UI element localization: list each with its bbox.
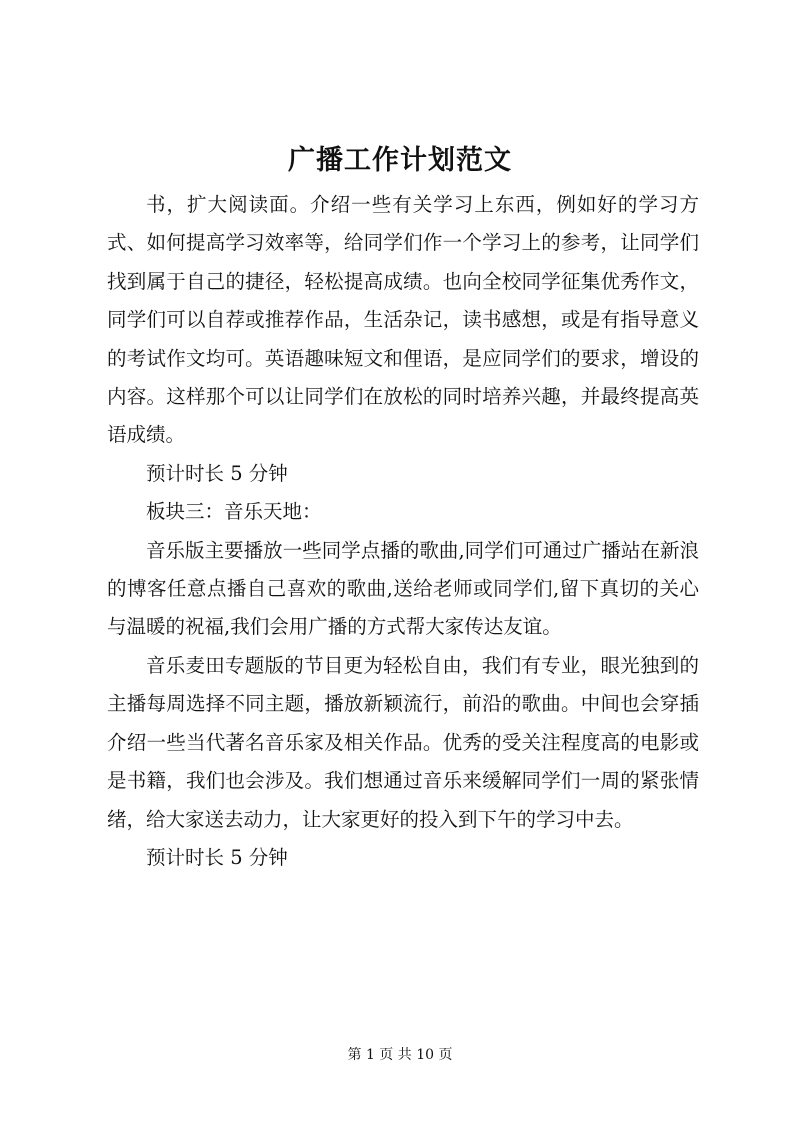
- paragraph-section-heading: 板块三：音乐天地：: [146, 500, 322, 524]
- paragraph-duration-2: 预计时长 5 分钟: [146, 845, 288, 869]
- document-title: 广播工作计划范文: [288, 145, 512, 176]
- paragraph-reading: 书，扩大阅读面。介绍一些有关学习上东西，例如好的学习方式、如何提高学习效率等，给同学们作一个学习上的参考，让同学们找到属于自己的捷径，轻松提高成绩。也向全校同学征集优秀作文，同学们可以自荐或推荐作品，生活杂记，读书感想，或是有指导意义的考试作文均可。英语趣味短文和俚语，是应同学们的要求，增设的内容。这样那个可以让同学们在放松的同时培养兴趣，并最终提高英语成绩。: [107, 193, 699, 447]
- paragraph-music-request: 音乐版主要播放一些同学点播的歌曲,同学们可通过广播站在新浪的博客任意点播自己喜欢的歌曲,送给老师或同学们,留下真切的关心与温暖的祝福,我们会用广播的方式帮大家传达友谊。: [107, 538, 699, 639]
- page-footer: 第 1 页 共 10 页: [347, 1047, 453, 1063]
- paragraph-music-field: 音乐麦田专题版的节目更为轻松自由，我们有专业，眼光独到的主播每周选择不同主题，播放新颖流行，前沿的歌曲。中间也会穿插介绍一些当代著名音乐家及相关作品。优秀的受关注程度高的电影或是书籍，我们也会涉及。我们想通过音乐来缓解同学们一周的紧张情绪，给大家送去动力，让大家更好的投入到下午的学习中去。: [107, 653, 699, 831]
- document-body: [107, 186, 699, 877]
- paragraph-duration-1: 预计时长 5 分钟: [146, 461, 288, 485]
